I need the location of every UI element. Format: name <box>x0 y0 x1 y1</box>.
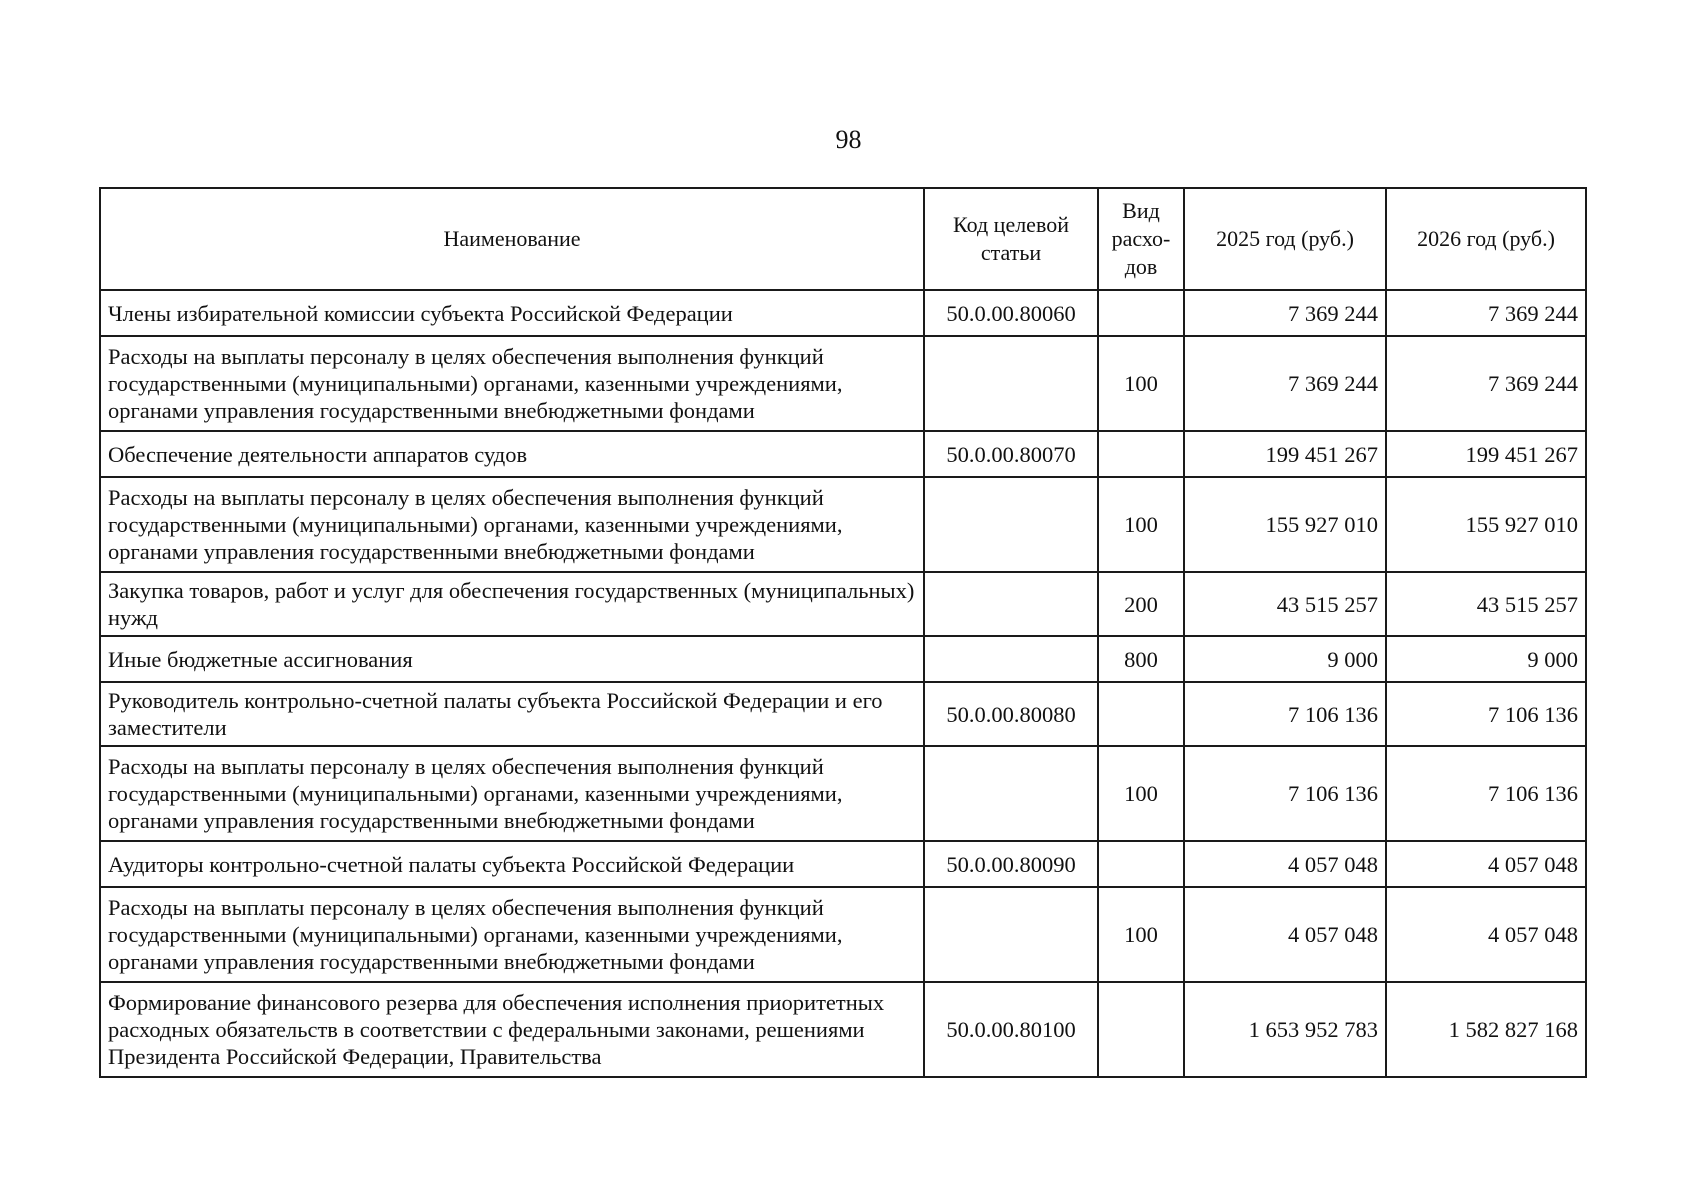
table-row <box>100 572 1586 636</box>
cell-kind: 100 <box>1098 477 1184 572</box>
cell-kind <box>1098 431 1184 477</box>
cell-code: 50.0.00.80100 <box>924 982 1098 1077</box>
cell-code: 50.0.00.80060 <box>924 290 1098 336</box>
table-row <box>100 636 1586 682</box>
cell-code <box>924 572 1098 636</box>
cell-kind <box>1098 982 1184 1077</box>
cell-2025: 4 057 048 <box>1184 841 1386 887</box>
cell-2026: 7 106 136 <box>1386 682 1586 746</box>
cell-kind: 800 <box>1098 636 1184 682</box>
cell-name: Формирование финансового резерва для обеспечения исполнения приоритетных расходных обязательств в соответствии с федеральными законами, решениями Президента Российской Федерации, Правительства <box>100 982 924 1077</box>
cell-name: Расходы на выплаты персоналу в целях обеспечения выполнения функций государственными (муниципальными) органами, казенными учреждениями, органами управления государственными внебюджетными фондами <box>100 477 924 572</box>
table-row <box>100 682 1586 746</box>
cell-2026: 7 369 244 <box>1386 336 1586 431</box>
table-header-row <box>100 188 1586 290</box>
header-2026: 2026 год (руб.) <box>1386 188 1586 290</box>
cell-code <box>924 746 1098 841</box>
table-row <box>100 477 1586 572</box>
cell-code: 50.0.00.80080 <box>924 682 1098 746</box>
cell-2025: 43 515 257 <box>1184 572 1386 636</box>
header-kind: Вид расхо-дов <box>1098 188 1184 290</box>
cell-name: Руководитель контрольно-счетной палаты субъекта Российской Федерации и его заместители <box>100 682 924 746</box>
header-name: Наименование <box>100 188 924 290</box>
cell-name: Расходы на выплаты персоналу в целях обеспечения выполнения функций государственными (муниципальными) органами, казенными учреждениями, органами управления государственными внебюджетными фондами <box>100 887 924 982</box>
cell-2025: 4 057 048 <box>1184 887 1386 982</box>
cell-2026: 9 000 <box>1386 636 1586 682</box>
cell-2025: 7 369 244 <box>1184 290 1386 336</box>
cell-kind <box>1098 682 1184 746</box>
cell-2026: 4 057 048 <box>1386 887 1586 982</box>
header-code: Код целевой статьи <box>924 188 1098 290</box>
cell-2025: 7 106 136 <box>1184 746 1386 841</box>
header-2025: 2025 год (руб.) <box>1184 188 1386 290</box>
cell-code <box>924 636 1098 682</box>
cell-2025: 7 106 136 <box>1184 682 1386 746</box>
table-row <box>100 887 1586 982</box>
cell-kind <box>1098 841 1184 887</box>
cell-name: Аудиторы контрольно-счетной палаты субъекта Российской Федерации <box>100 841 924 887</box>
cell-2025: 7 369 244 <box>1184 336 1386 431</box>
cell-kind: 100 <box>1098 746 1184 841</box>
table-row <box>100 982 1586 1077</box>
cell-kind: 100 <box>1098 887 1184 982</box>
cell-name: Расходы на выплаты персоналу в целях обеспечения выполнения функций государственными (муниципальными) органами, казенными учреждениями, органами управления государственными внебюджетными фондами <box>100 746 924 841</box>
cell-kind <box>1098 290 1184 336</box>
cell-2025: 155 927 010 <box>1184 477 1386 572</box>
table-row <box>100 336 1586 431</box>
cell-2025: 199 451 267 <box>1184 431 1386 477</box>
cell-code: 50.0.00.80070 <box>924 431 1098 477</box>
table-row <box>100 841 1586 887</box>
cell-code <box>924 477 1098 572</box>
cell-name: Иные бюджетные ассигнования <box>100 636 924 682</box>
cell-2026: 43 515 257 <box>1386 572 1586 636</box>
cell-2026: 155 927 010 <box>1386 477 1586 572</box>
cell-kind: 200 <box>1098 572 1184 636</box>
cell-kind: 100 <box>1098 336 1184 431</box>
budget-table <box>99 187 1587 1078</box>
cell-2025: 1 653 952 783 <box>1184 982 1386 1077</box>
cell-2025: 9 000 <box>1184 636 1386 682</box>
table-row <box>100 746 1586 841</box>
cell-2026: 7 106 136 <box>1386 746 1586 841</box>
cell-name: Закупка товаров, работ и услуг для обеспечения государственных (муниципальных) нужд <box>100 572 924 636</box>
page-number: 98 <box>835 125 862 154</box>
table-row <box>100 431 1586 477</box>
cell-code <box>924 887 1098 982</box>
cell-code: 50.0.00.80090 <box>924 841 1098 887</box>
cell-2026: 199 451 267 <box>1386 431 1586 477</box>
cell-name: Расходы на выплаты персоналу в целях обеспечения выполнения функций государственными (муниципальными) органами, казенными учреждениями, органами управления государственными внебюджетными фондами <box>100 336 924 431</box>
cell-2026: 7 369 244 <box>1386 290 1586 336</box>
cell-name: Обеспечение деятельности аппаратов судов <box>100 431 924 477</box>
cell-2026: 1 582 827 168 <box>1386 982 1586 1077</box>
cell-2026: 4 057 048 <box>1386 841 1586 887</box>
cell-name: Члены избирательной комиссии субъекта Российской Федерации <box>100 290 924 336</box>
cell-code <box>924 336 1098 431</box>
table-row <box>100 290 1586 336</box>
